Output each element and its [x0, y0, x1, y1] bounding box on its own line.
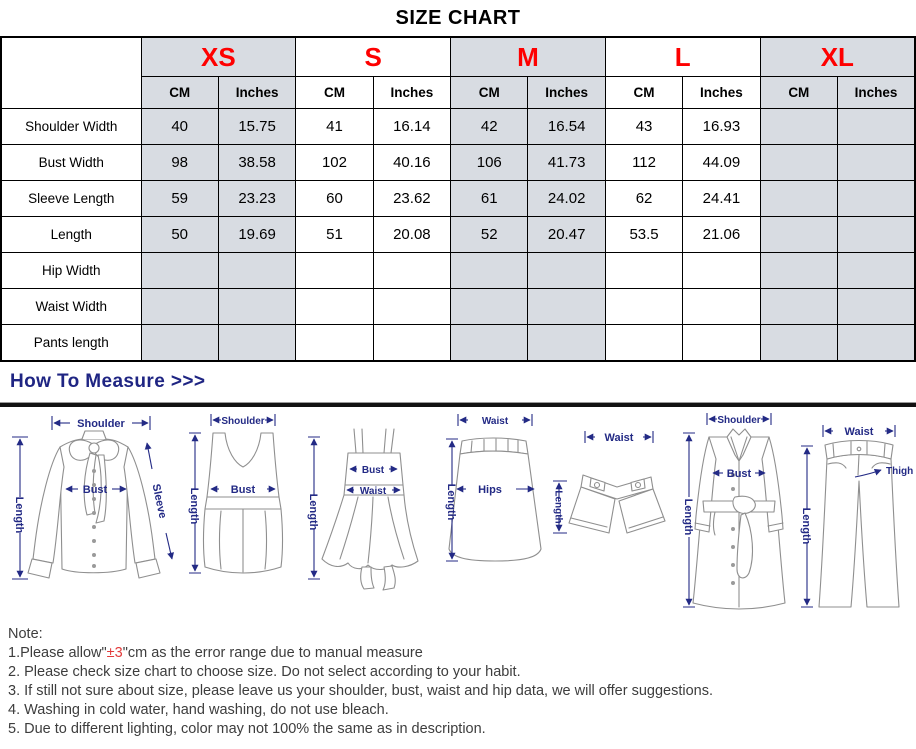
- blouse-length-label: Length: [13, 496, 25, 534]
- cell: [218, 289, 295, 325]
- row-label: Sleeve Length: [1, 181, 141, 217]
- row-label: Hip Width: [1, 253, 141, 289]
- cell: 23.62: [373, 181, 450, 217]
- cell: [528, 253, 605, 289]
- cell: [760, 145, 837, 181]
- skirt-hips-label: Hips: [478, 484, 502, 496]
- cell: 102: [296, 145, 373, 181]
- cell: [838, 109, 915, 145]
- table-row-pants-length: [1, 325, 915, 362]
- cell: 16.14: [373, 109, 450, 145]
- notes-heading: Note:: [8, 626, 43, 642]
- cell: 38.58: [218, 145, 295, 181]
- shorts-length-label: Length: [552, 490, 564, 524]
- dress-length-label: Length: [307, 493, 319, 531]
- row-label: Length: [1, 217, 141, 253]
- cell: [141, 253, 218, 289]
- note-line-3: 3. If still not sure about size, please leave us your shoulder, bust, waist and hip data, we will offer suggestions.: [8, 683, 713, 699]
- skirt-figure: [440, 411, 545, 617]
- cell: 62: [605, 181, 682, 217]
- cell: [760, 109, 837, 145]
- cell: 44.09: [683, 145, 760, 181]
- cell: 61: [451, 181, 528, 217]
- slip-dress-figure: [300, 411, 440, 617]
- unit-header-inches: Inches: [683, 77, 760, 109]
- cell: [838, 217, 915, 253]
- cell: 15.75: [218, 109, 295, 145]
- cell: 20.47: [528, 217, 605, 253]
- size-header-s: S: [296, 37, 451, 77]
- section-divider: [0, 402, 916, 407]
- size-header-xs: XS: [141, 37, 296, 77]
- cell: 98: [141, 145, 218, 181]
- note-1-tolerance: ±3: [106, 645, 123, 661]
- measure-illustrations: [0, 411, 916, 619]
- cell: 43: [605, 109, 682, 145]
- notes-section: [0, 619, 916, 739]
- blouse-sleeve-label: Sleeve: [149, 482, 169, 520]
- size-header-l: L: [605, 37, 760, 77]
- corner-cell: [1, 37, 141, 109]
- note-1-pre: 1.Please allow": [8, 645, 107, 661]
- note-line-2: 2. Please check size chart to choose size. Do not select according to your habit.: [8, 664, 521, 680]
- pants-figure: [795, 411, 916, 617]
- coat-length-label: Length: [682, 498, 694, 536]
- page-title: SIZE CHART: [395, 7, 521, 29]
- coat-shoulder-label: Shoulder: [717, 415, 761, 426]
- cell: 60: [296, 181, 373, 217]
- unit-header-inches: Inches: [218, 77, 295, 109]
- trench-coat-figure: [675, 411, 795, 617]
- cell: 16.93: [683, 109, 760, 145]
- pants-thigh-label: Thigh: [886, 466, 914, 477]
- top-length-label: Length: [188, 487, 200, 525]
- sleeveless-top-figure: [185, 411, 300, 617]
- cell: [838, 325, 915, 362]
- dress-waist-label: Waist: [359, 486, 387, 497]
- cell: [218, 325, 295, 362]
- cell: 52: [451, 217, 528, 253]
- cell: [451, 325, 528, 362]
- size-header-m: M: [451, 37, 606, 77]
- cell: [218, 253, 295, 289]
- cell: 24.41: [683, 181, 760, 217]
- cell: 40: [141, 109, 218, 145]
- top-shoulder-label: Shoulder: [221, 416, 265, 427]
- cell: [451, 289, 528, 325]
- cell: 50: [141, 217, 218, 253]
- cell: [838, 181, 915, 217]
- cell: [296, 289, 373, 325]
- blouse-bust-label: Bust: [82, 484, 108, 496]
- table-row-bust-width: [1, 145, 915, 181]
- skirt-waist-label: Waist: [481, 416, 509, 427]
- pants-length-label: Length: [800, 507, 812, 545]
- size-header-row: [1, 37, 915, 77]
- cell: 59: [141, 181, 218, 217]
- cell: 112: [605, 145, 682, 181]
- cell: [605, 289, 682, 325]
- table-row-hip-width: [1, 253, 915, 289]
- cell: 20.08: [373, 217, 450, 253]
- cell: [141, 289, 218, 325]
- cell: [683, 253, 760, 289]
- unit-header-inches: Inches: [528, 77, 605, 109]
- unit-header-inches: Inches: [373, 77, 450, 109]
- table-row-shoulder-width: [1, 109, 915, 145]
- cell: [683, 325, 760, 362]
- cell: 41.73: [528, 145, 605, 181]
- cell: 53.5: [605, 217, 682, 253]
- coat-bust-label: Bust: [726, 468, 752, 480]
- table-row-waist-width: [1, 289, 915, 325]
- unit-header-cm: CM: [296, 77, 373, 109]
- skirt-length-label: Length: [445, 483, 457, 521]
- dress-bust-label: Bust: [361, 465, 385, 476]
- cell: 19.69: [218, 217, 295, 253]
- size-header-xl: XL: [760, 37, 915, 77]
- cell: [838, 145, 915, 181]
- row-label: Bust Width: [1, 145, 141, 181]
- cell: [760, 289, 837, 325]
- cell: 23.23: [218, 181, 295, 217]
- how-to-measure-heading: How To Measure >>>: [10, 371, 206, 392]
- cell: [760, 217, 837, 253]
- note-line-4: 4. Washing in cold water, hand washing, do not use bleach.: [8, 702, 389, 718]
- cell: 106: [451, 145, 528, 181]
- note-line-1: [8, 644, 916, 663]
- cell: 21.06: [683, 217, 760, 253]
- unit-header-cm: CM: [141, 77, 218, 109]
- cell: [451, 253, 528, 289]
- cell: [605, 253, 682, 289]
- cell: 51: [296, 217, 373, 253]
- cell: [141, 325, 218, 362]
- table-row-sleeve-length: [1, 181, 915, 217]
- cell: 40.16: [373, 145, 450, 181]
- unit-header-cm: CM: [605, 77, 682, 109]
- cell: [528, 325, 605, 362]
- cell: 16.54: [528, 109, 605, 145]
- unit-header-cm: CM: [760, 77, 837, 109]
- cell: [683, 289, 760, 325]
- row-label: Pants length: [1, 325, 141, 362]
- cell: 24.02: [528, 181, 605, 217]
- cell: [373, 289, 450, 325]
- blouse-figure: [0, 411, 185, 617]
- table-row-length: [1, 217, 915, 253]
- row-label: Waist Width: [1, 289, 141, 325]
- top-bust-label: Bust: [230, 484, 256, 496]
- cell: [605, 325, 682, 362]
- cell: [760, 253, 837, 289]
- cell: [373, 325, 450, 362]
- unit-header-cm: CM: [451, 77, 528, 109]
- note-1-post: "cm as the error range due to manual measure: [122, 645, 423, 661]
- shorts-waist-label: Waist: [604, 432, 634, 444]
- cell: [373, 253, 450, 289]
- cell: [296, 325, 373, 362]
- cell: [528, 289, 605, 325]
- note-line-5: 5. Due to different lighting, color may not 100% the same as in description.: [8, 721, 486, 737]
- unit-header-inches: Inches: [838, 77, 915, 109]
- cell: 42: [451, 109, 528, 145]
- cell: [760, 325, 837, 362]
- cell: [760, 181, 837, 217]
- cell: [838, 289, 915, 325]
- blouse-shoulder-label: Shoulder: [77, 418, 125, 430]
- cell: 41: [296, 109, 373, 145]
- pants-waist-label: Waist: [844, 426, 874, 438]
- cell: [838, 253, 915, 289]
- shorts-figure: [545, 411, 675, 617]
- size-chart-table: [0, 36, 916, 362]
- cell: [296, 253, 373, 289]
- row-label: Shoulder Width: [1, 109, 141, 145]
